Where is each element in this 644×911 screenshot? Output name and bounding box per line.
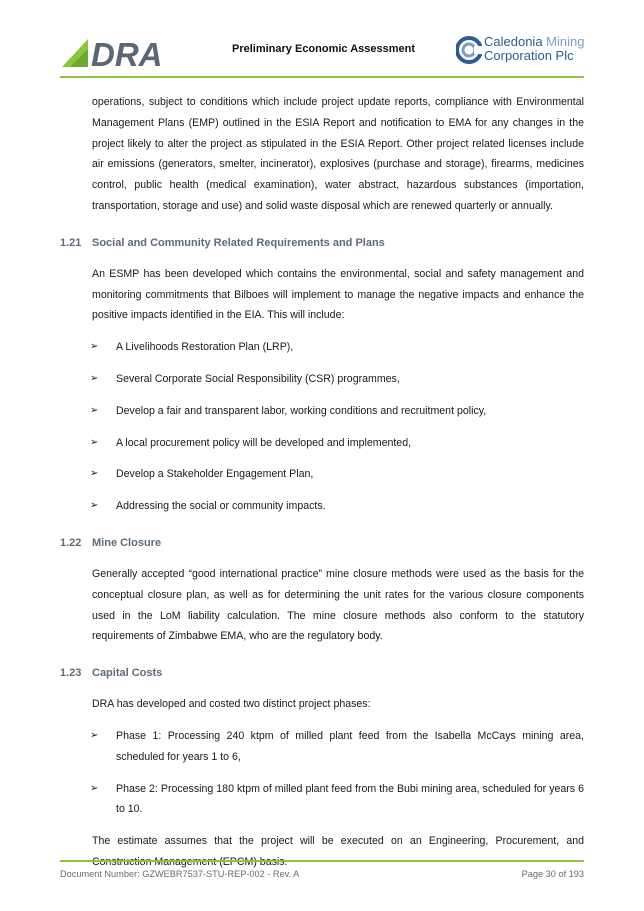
caledonia-emblem-icon (456, 35, 482, 65)
arrow-bullet-icon: ➢ (90, 341, 99, 353)
arrow-bullet-icon: ➢ (90, 468, 99, 480)
intro-paragraph: operations, subject to conditions which include project update reports, compliance with Environmental Management Plans (EMP) outlined in the ESIA Report and notification to EMA for any changes in the project likely to alter the project as stipulated in the ESIA Report. Other project related licenses include air emissions (generators, smelter, incinerator), explosives (purchase and storage), firearms, medicines control, public health (medical examination), water abstract, hazardous substances (importation, transportation, storage and use) and solid waste disposal which are renewed quarterly or annually. (92, 96, 584, 212)
list-item: ➢ Develop a Stakeholder Engagement Plan, (60, 464, 584, 485)
dra-logo-text: DRA (91, 36, 163, 69)
page-header (60, 30, 586, 74)
list-item: ➢ A local procurement policy will be developed and implemented, (60, 433, 584, 454)
caledonia-name: Caledonia (484, 34, 543, 49)
section-paragraph: Generally accepted “good international practice” mine closure methods were used as the basis for the conceptual closure plan, as well as for determining the unit rates for the various closure components used in the LoM liability calculation. The mine closure methods also conform to the statutory requirements of Zimbabwe EMA, who are the regulatory body. (92, 567, 584, 643)
bullet-list (60, 337, 584, 517)
section-number: 1.21 (60, 236, 82, 249)
section-paragraph: DRA has developed and costed two distinct project phases: (92, 698, 371, 711)
section-heading-1-22 (60, 533, 584, 553)
arrow-bullet-icon: ➢ (90, 729, 99, 741)
list-item: ➢ Develop a fair and transparent labor, working conditions and recruitment policy, (60, 401, 584, 422)
list-item: ➢ Phase 1: Processing 240 ktpm of milled plant feed from the Isabella McCays mining area, scheduled for years 1 to 6, (60, 726, 584, 768)
header-divider (60, 76, 584, 78)
page-content (60, 92, 584, 873)
arrow-bullet-icon: ➢ (90, 372, 99, 384)
dra-logo (60, 33, 200, 69)
list-item: ➢ Phase 2: Processing 180 ktpm of milled plant feed from the Bubi mining area, scheduled for years 6 to 10. (60, 779, 584, 821)
list-item: ➢ A Livelihoods Restoration Plan (LRP), (60, 337, 584, 358)
section-heading-1-21 (60, 233, 584, 253)
list-item: ➢ Addressing the social or community impacts. (60, 496, 584, 517)
document-number: Document Number: GZWEBR7537-STU-REP-002 - Rev. A (60, 869, 300, 879)
arrow-bullet-icon: ➢ (90, 782, 99, 794)
arrow-bullet-icon: ➢ (90, 436, 99, 448)
section-title: Mine Closure (92, 536, 162, 549)
section-number: 1.22 (60, 536, 82, 549)
section-title: Capital Costs (92, 667, 163, 680)
arrow-bullet-icon: ➢ (90, 404, 99, 416)
section-paragraph: An ESMP has been developed which contains the environmental, social and safety management and monitoring commitments that Bilboes will implement to manage the negative impacts and enhance the positive impacts identified in the EIA. This will include: (92, 267, 584, 322)
section-number: 1.23 (60, 667, 82, 680)
section-heading-1-23 (60, 663, 584, 683)
header-title: Preliminary Economic Assessment (232, 43, 416, 55)
closing-paragraph: The estimate assumes that the project will be executed on an Engineering, Procurement, and (92, 835, 584, 848)
page-number: Page 30 of 193 (521, 869, 584, 879)
caledonia-logo (456, 33, 586, 69)
caledonia-mining: Mining (546, 34, 585, 49)
caledonia-corporation: Corporation Plc (484, 48, 574, 63)
arrow-bullet-icon: ➢ (90, 500, 99, 512)
bullet-list (60, 726, 584, 820)
section-title: Social and Community Related Requirements and Plans (92, 236, 385, 249)
list-item: ➢ Several Corporate Social Responsibility (CSR) programmes, (60, 369, 584, 390)
footer-divider (60, 860, 584, 862)
